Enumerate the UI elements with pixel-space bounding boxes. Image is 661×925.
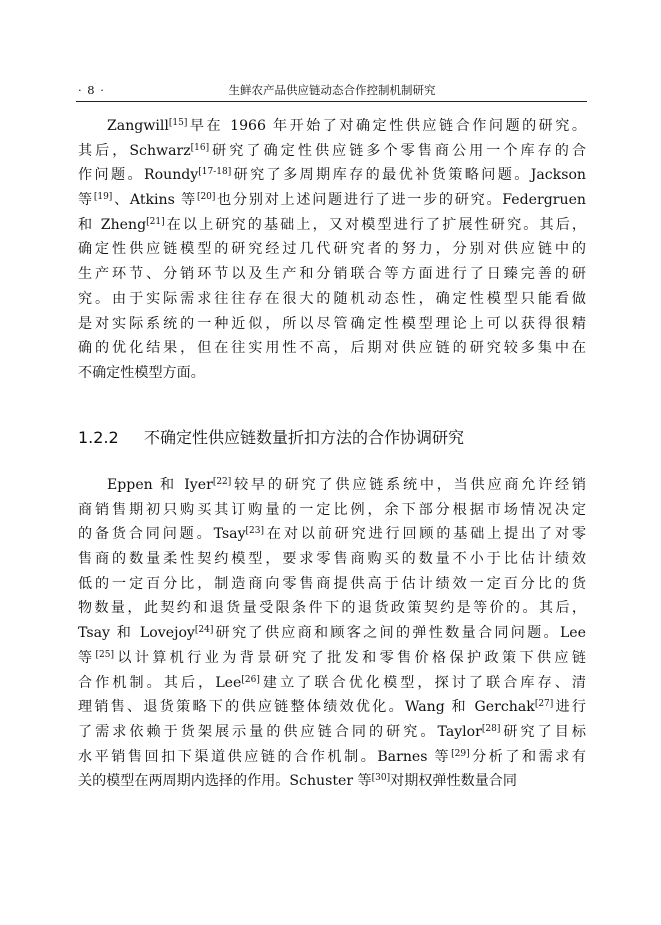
- text-run: 售商的数量柔性契约模型，要求零售商购买的数量不小于比估计绩效: [78, 551, 586, 568]
- text-line: [78, 213, 586, 238]
- text-line: [78, 695, 586, 720]
- text-run: 的备货合同问题。Tsay: [78, 526, 246, 543]
- text-line: [78, 163, 586, 188]
- citation-ref: [21]: [146, 216, 165, 227]
- text-run: 等: [78, 192, 94, 209]
- text-run: 以计算机行业为背景研究了批发和零售价格保护政策下供应链: [113, 649, 586, 666]
- text-run: 不确定性模型方面。: [78, 364, 205, 381]
- text-run: 、Atkins 等: [112, 192, 197, 209]
- citation-ref: [28]: [481, 723, 501, 734]
- text-line: [78, 262, 586, 287]
- text-line: [78, 473, 586, 498]
- text-run: 生产环节、分销环节以及生产和分销联合等方面进行了日臻完善的研: [78, 266, 586, 283]
- text-run: 究。由于实际需求往往存在很大的随机动态性，确定性模型只能看做: [78, 290, 586, 307]
- text-line: [78, 745, 586, 770]
- text-line: [78, 596, 586, 621]
- text-run: 研究了确定性供应链多个零售商公用一个库存的合: [209, 142, 586, 159]
- paragraph-intro: [78, 114, 586, 386]
- text-run: 进行: [553, 699, 586, 716]
- text-run: 关的模型在两周期内选择的作用。Schuster 等: [78, 773, 372, 790]
- text-run: 研究了供应商和顾客之间的弹性数量合同问题。Lee: [213, 625, 586, 642]
- text-run: 对期权弹性数量合同: [390, 773, 517, 790]
- text-run: Eppen 和 Iyer: [107, 477, 213, 493]
- text-run: 其后，Schwarz: [78, 142, 191, 159]
- text-line: [78, 287, 586, 312]
- text-run: 等: [78, 649, 96, 666]
- paragraph-quantity-discount: [78, 473, 586, 794]
- citation-ref: [22]: [212, 477, 232, 487]
- text-line: [78, 237, 586, 262]
- running-title: 生鲜农产品供应链动态合作控制机制研究: [228, 83, 436, 97]
- text-line: [78, 139, 586, 164]
- page-number: · 8 ·: [78, 83, 105, 97]
- section-number: 1.2.2: [78, 428, 119, 447]
- text-run: 商销售期初只购买其订购量的一定比例，余下部分根据市场情况决定: [78, 501, 586, 518]
- text-line: [78, 720, 586, 745]
- citation-ref: [17-18]: [198, 167, 232, 178]
- citation-ref: [15]: [168, 118, 188, 128]
- text-line: [78, 572, 586, 597]
- text-line: [78, 114, 586, 139]
- header-rule: [76, 101, 587, 102]
- section-heading: [78, 427, 586, 449]
- text-run: 和 Zheng: [78, 216, 147, 233]
- text-line: [78, 188, 586, 213]
- section-title: 不确定性供应链数量折扣方法的合作协调研究: [144, 428, 465, 447]
- citation-ref: [20]: [196, 192, 216, 203]
- citation-ref: [29]: [451, 748, 470, 759]
- running-header: [78, 82, 586, 98]
- text-run: 是对实际系统的一种近似，所以尽管确定性模型理论上可以获得很精: [78, 315, 586, 332]
- text-run: 水平销售回扣下渠道供应链的合作机制。Barnes 等: [78, 748, 452, 765]
- text-run: 确定性供应链模型的研究经过几代研究者的努力，分别对供应链中的: [78, 241, 586, 258]
- text-line: [78, 312, 586, 337]
- citation-ref: [19]: [93, 192, 113, 203]
- text-run: 物数量，此契约和退货量受限条件下的退货政策契约是等价的。其后，: [78, 600, 586, 617]
- text-run: 了需求依赖于货架展示量的供应链合同的研究。Taylor: [78, 723, 482, 740]
- text-line: [78, 522, 586, 547]
- text-run: 合作机制。其后，Lee: [78, 674, 242, 691]
- citation-ref: [23]: [245, 526, 265, 537]
- text-line: [78, 336, 586, 361]
- citation-ref: [16]: [190, 142, 210, 153]
- text-run: Tsay 和 Lovejoy: [78, 625, 195, 642]
- text-line: [78, 646, 586, 671]
- citation-ref: [24]: [194, 625, 214, 636]
- text-run: 研究了目标: [500, 723, 587, 740]
- text-line: [78, 621, 586, 646]
- text-run: 早在 1966 年开始了对确定性供应链合作问题的研究。: [187, 118, 586, 134]
- text-run: Zangwill: [107, 118, 169, 134]
- text-run: 分析了和需求有: [469, 748, 587, 765]
- text-run: 理销售、退货策略下的供应链整体绩效优化。Wang 和 Gerchak: [78, 699, 535, 716]
- text-line: [78, 498, 586, 523]
- citation-ref: [25]: [95, 649, 114, 660]
- text-line: [78, 769, 586, 794]
- text-run: 在对以前研究进行回顾的基础上提出了对零: [264, 526, 586, 543]
- text-run: 较早的研究了供应链系统中，当供应商允许经销: [231, 477, 586, 493]
- text-line: [78, 671, 586, 696]
- text-run: 也分别对上述问题进行了进一步的研究。Federgruen: [215, 192, 586, 209]
- citation-ref: [30]: [371, 773, 391, 784]
- text-run: 确的优化结果，但在往实用性不高，后期对供应链的研究较多集中在: [78, 340, 586, 357]
- text-run: 建立了联合优化模型，探讨了联合库存、清: [259, 674, 587, 691]
- text-line: [78, 547, 586, 572]
- text-run: 低的一定百分比，制造商向零售商提供高于估计绩效一定百分比的货: [78, 575, 586, 592]
- text-run: 作问题。Roundy: [78, 167, 199, 184]
- citation-ref: [27]: [534, 699, 554, 710]
- text-line: [78, 361, 586, 386]
- citation-ref: [26]: [241, 674, 260, 685]
- text-run: 在以上研究的基础上，又对模型进行了扩展性研究。其后，: [164, 216, 587, 233]
- text-run: 研究了多周期库存的最优补货策略问题。Jackson: [231, 167, 587, 184]
